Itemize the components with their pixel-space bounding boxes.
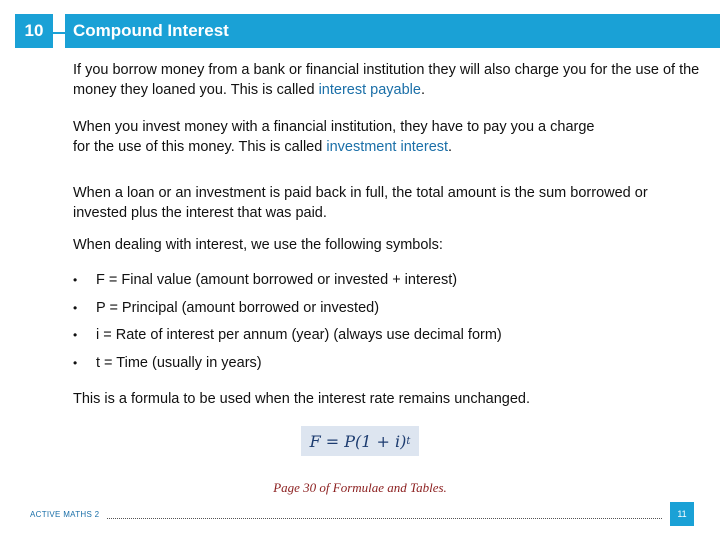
symbol-definition: P = Principal (amount borrowed or invested) — [96, 300, 380, 316]
term-interest-payable: interest payable — [318, 82, 421, 98]
formula-exponent: t — [406, 435, 411, 447]
paragraph-investment-interest — [73, 117, 613, 157]
bullet-icon: • — [73, 356, 78, 370]
list-item — [73, 353, 673, 373]
paragraph-total-amount: When a loan or an investment is paid back in full, the total amount is the sum borrowed or invested plus the interest that was paid. — [73, 185, 648, 221]
page-number: 11 — [670, 502, 694, 526]
paragraph-interest-payable — [73, 60, 703, 100]
chapter-title: Compound Interest — [65, 14, 720, 48]
symbol-definition: i = Rate of interest per annum (year) (always use decimal form) — [96, 327, 502, 343]
footer-book-title: ACTIVE MATHS 2 — [30, 510, 100, 519]
bullet-icon: • — [73, 301, 78, 315]
formula-base: F = P(1 + i) — [309, 431, 407, 451]
chapter-header — [53, 14, 720, 48]
paragraph-formula-intro: This is a formula to be used when the interest rate remains unchanged. — [73, 391, 531, 407]
list-item — [73, 325, 673, 345]
bullet-icon: • — [73, 273, 78, 287]
header-connector — [53, 32, 65, 34]
paragraph-symbols-intro: When dealing with interest, we use the following symbols: — [73, 237, 443, 253]
compound-interest-formula — [301, 426, 419, 456]
symbol-definition: t = Time (usually in years) — [96, 355, 262, 371]
list-item — [73, 298, 673, 318]
paragraph-text: If you borrow money from a bank or financial institution they will also charge you for the use of the money they loaned you. This is called — [73, 62, 700, 98]
chapter-number-badge: 10 — [15, 14, 53, 48]
footer-divider — [107, 518, 662, 519]
list-item — [73, 270, 673, 290]
paragraph-end: . — [448, 139, 453, 155]
symbol-definition: F = Final value (amount borrowed or invested + interest) — [96, 272, 458, 288]
term-investment-interest: investment interest — [326, 139, 449, 155]
paragraph-end: . — [420, 82, 425, 98]
paragraph-text: When you invest money with a financial institution, they have to pay you a charge for the use of this money. This is called — [73, 119, 595, 155]
bullet-icon: • — [73, 328, 78, 342]
formulae-tables-reference: Page 30 of Formulae and Tables. — [273, 480, 447, 495]
